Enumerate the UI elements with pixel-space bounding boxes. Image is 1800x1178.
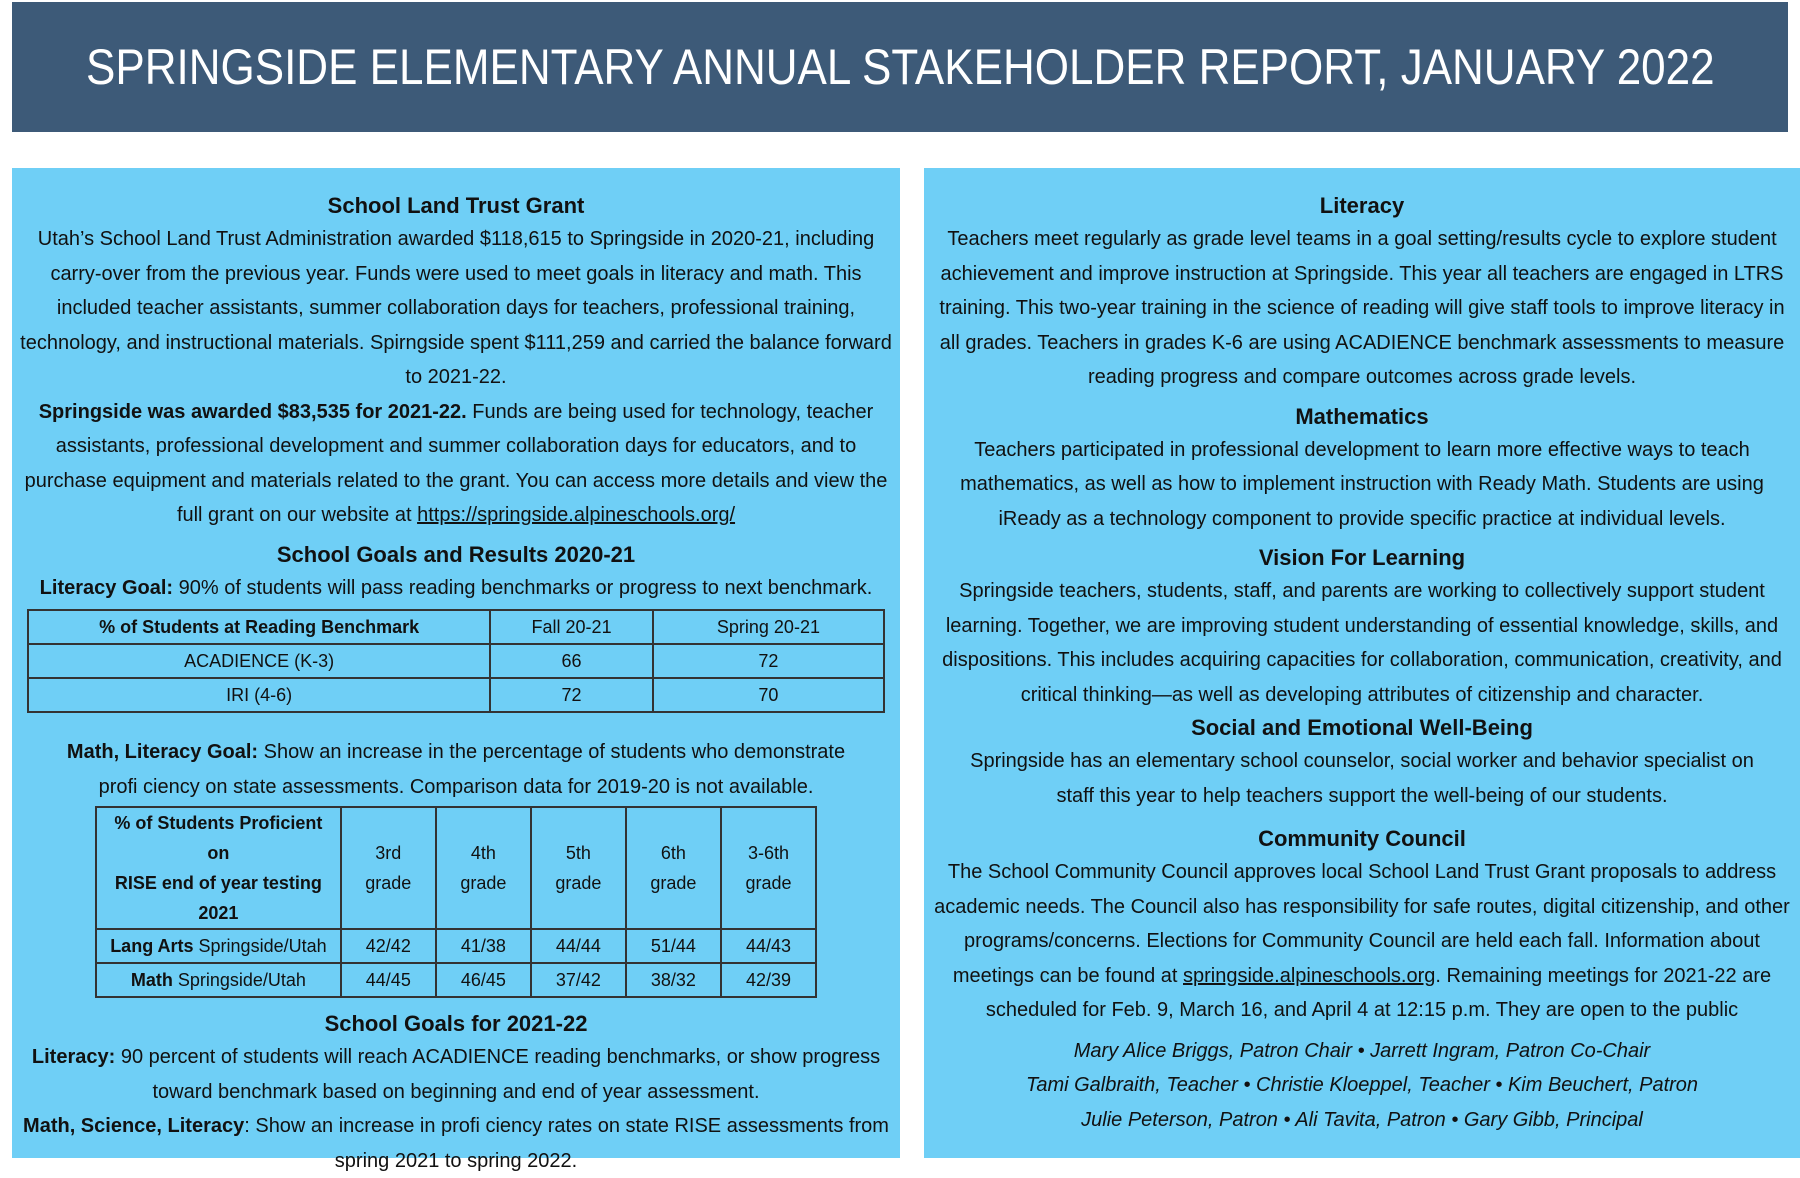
council-title: Community Council	[1258, 826, 1466, 851]
table-cell: 38/32	[626, 963, 721, 997]
table-row	[96, 929, 816, 963]
row-label-rest: Springside/Utah	[193, 935, 327, 956]
table-cell: 44/43	[721, 929, 816, 963]
grade-label: grade	[745, 873, 792, 893]
table-header-cell	[436, 807, 531, 929]
table-cell: 46/45	[436, 963, 531, 997]
literacy-goal-body: 90% of students will pass reading benchmarks or progress to next benchmark.	[173, 576, 873, 599]
goals-2122-title: School Goals for 2021-22	[324, 1011, 588, 1036]
council-text-before: The School Community Council approves local School Land Trust Grant proposals to address academic needs. The Council also has responsibility for safe routes, digital citizenship, and other programs/concerns. Elections for Community Council are held each fall. Information about meetings can be found at	[934, 861, 1790, 987]
grade-label: 3rd	[375, 843, 402, 863]
mathematics-title: Mathematics	[1295, 403, 1429, 429]
table-cell: 42/39	[721, 963, 816, 997]
land-trust-title: School Land Trust Grant	[327, 193, 585, 218]
table-cell: IRI (4-6)	[28, 678, 490, 712]
grade-label: grade	[365, 873, 412, 893]
row-label-rest: Springside/Utah	[172, 969, 306, 990]
table-header-row	[28, 610, 884, 644]
table-cell: 72	[653, 644, 884, 678]
grade-label: 4th	[470, 843, 496, 863]
grade-label: 6th	[660, 843, 686, 863]
right-panel	[924, 168, 1800, 1158]
row-label-cell	[96, 963, 341, 997]
council-members-line-3: Julie Peterson, Patron • Ali Tavita, Patron • Gary Gibb, Principal	[1081, 1108, 1643, 1131]
literacy-text: Teachers meet regularly as grade level teams in a goal setting/results cycle to explore student achievement and improve instruction at Springside. This year all teachers are engaged in LTRS training. This two-year training in the science of reading will give staff tools to improve literacy in all grades. Teachers in grades K-6 are using ACADIENCE benchmark assessments to measure reading progress and compare outcomes across grade levels.	[939, 228, 1785, 388]
literacy-2122-text	[20, 1040, 892, 1109]
table-header-cell	[341, 807, 436, 929]
math-literacy-goal-text	[20, 735, 892, 804]
vision-title: Vision For Learning	[1258, 545, 1466, 570]
council-members-line-2: Tami Galbraith, Teacher • Christie Kloeppel, Teacher • Kim Beuchert, Patron	[1025, 1074, 1699, 1096]
table-cell: 42/42	[341, 929, 436, 963]
land-trust-paragraph-1: Utah’s School Land Trust Administration awarded $118,615 to Springside in 2020-21, including carry-over from the previous year. Funds were used to meet goals in literacy and math. This included teacher assistants, summer collaboration days for teachers, professional training, technology, and instructional materials. Spirngside spent $111,259 and carried the balance forward to 2021-22.	[20, 228, 892, 388]
row-label-bold: Math	[130, 969, 173, 990]
website-link[interactable]: https://springside.alpineschools.org/	[417, 504, 736, 526]
table-header-line: RISE end of year testing 2021	[114, 873, 322, 923]
award-amount-text: Springside was awarded $83,535 for 2021-22.	[38, 400, 467, 423]
table-cell: 44/45	[341, 963, 436, 997]
grade-label: 3-6th	[747, 843, 789, 863]
grade-label: 5th	[565, 843, 591, 863]
table-cell: 41/38	[436, 929, 531, 963]
wellbeing-title: Social and Emotional Well-Being	[1191, 715, 1533, 740]
table-header-cell: Spring 20-21	[653, 610, 884, 644]
report-header	[12, 2, 1788, 132]
msl-2122-body: : Show an increase in profi ciency rates on state RISE assessments from spring 2021 to spring 2022.	[244, 1115, 889, 1172]
council-link[interactable]: springside.alpineschools.org	[1183, 964, 1436, 987]
table-cell: 51/44	[626, 929, 721, 963]
rise-proficiency-table	[95, 806, 817, 998]
table-row	[28, 678, 884, 712]
wellbeing-text: Springside has an elementary school counselor, social worker and behavior specialist on staff this year to help teachers support the well-being of our students.	[970, 750, 1754, 807]
table-header-cell: Fall 20-21	[490, 610, 653, 644]
left-panel	[12, 168, 900, 1172]
table-header-line: % of Students Proficient on	[114, 813, 323, 863]
table-header-cell	[531, 807, 626, 929]
literacy-goal-text	[20, 571, 892, 606]
grade-label: grade	[650, 873, 697, 893]
council-members-line-1: Mary Alice Briggs, Patron Chair • Jarrett Ingram, Patron Co-Chair	[1073, 1039, 1651, 1062]
mathematics-text: Teachers participated in professional development to learn more effective ways to teach mathematics, as well as how to implement instruction with Ready Math. Students are using iReady as a technology component to provide specific practice at individual levels.	[960, 438, 1764, 530]
goals-2021-title: School Goals and Results 2020-21	[276, 541, 636, 567]
report-title: SPRINGSIDE ELEMENTARY ANNUAL STAKEHOLDER REPORT, JANUARY 2022	[85, 39, 1715, 95]
row-label-bold: Lang Arts	[110, 935, 194, 956]
land-trust-paragraph-2	[20, 395, 892, 533]
table-header-cell: % of Students at Reading Benchmark	[28, 610, 490, 644]
table-row	[96, 963, 816, 997]
literacy-2122-label: Literacy:	[31, 1046, 116, 1068]
grade-label: grade	[555, 873, 602, 893]
literacy-title: Literacy	[1319, 193, 1405, 218]
table-header-cell	[96, 807, 341, 929]
table-header-row	[96, 807, 816, 929]
table-cell: 44/44	[531, 929, 626, 963]
table-header-cell	[721, 807, 816, 929]
table-header-cell	[626, 807, 721, 929]
table-cell: 70	[653, 678, 884, 712]
math-literacy-goal-body: Show an increase in the percentage of students who demonstrate profi ciency on state assessments. Comparison data for 2019-20 is not available.	[98, 741, 846, 798]
table-cell: ACADIENCE (K-3)	[28, 644, 490, 678]
council-text	[932, 855, 1792, 1028]
table-row	[28, 644, 884, 678]
literacy-goal-label: Literacy Goal:	[39, 576, 174, 599]
msl-2122-label: Math, Science, Literacy	[23, 1115, 245, 1137]
row-label-cell	[96, 929, 341, 963]
vision-text: Springside teachers, students, staff, and parents are working to collectively support student learning. Together, we are improving student understanding of essential knowledge, skills, and dispositions. This includes acquiring capacities for collaboration, communication, creativity, and critical thinking—as well as developing attributes of citizenship and character.	[942, 580, 1782, 706]
reading-benchmark-table	[27, 609, 885, 713]
math-literacy-goal-label: Math, Literacy Goal:	[66, 741, 259, 763]
msl-2122-text	[20, 1109, 892, 1178]
table-cell: 37/42	[531, 963, 626, 997]
literacy-2122-body: 90 percent of students will reach ACADIENCE reading benchmarks, or show progress toward benchmark based on beginning and end of year assessment.	[115, 1046, 881, 1103]
grade-label: grade	[460, 873, 507, 893]
table-cell: 72	[490, 678, 653, 712]
table-cell: 66	[490, 644, 653, 678]
land-trust-paragraph-2-body: Funds are being used for technology, teacher assistants, professional development and summer collaboration days for educators, and to purchase equipment and materials related to the grant. You can access more details and view the full grant on our website at	[24, 400, 888, 526]
council-text-after: . Remaining meetings for 2021-22 are scheduled for Feb. 9, March 16, and April 4 at 12:15 p.m. They are open to the public	[985, 964, 1772, 1021]
